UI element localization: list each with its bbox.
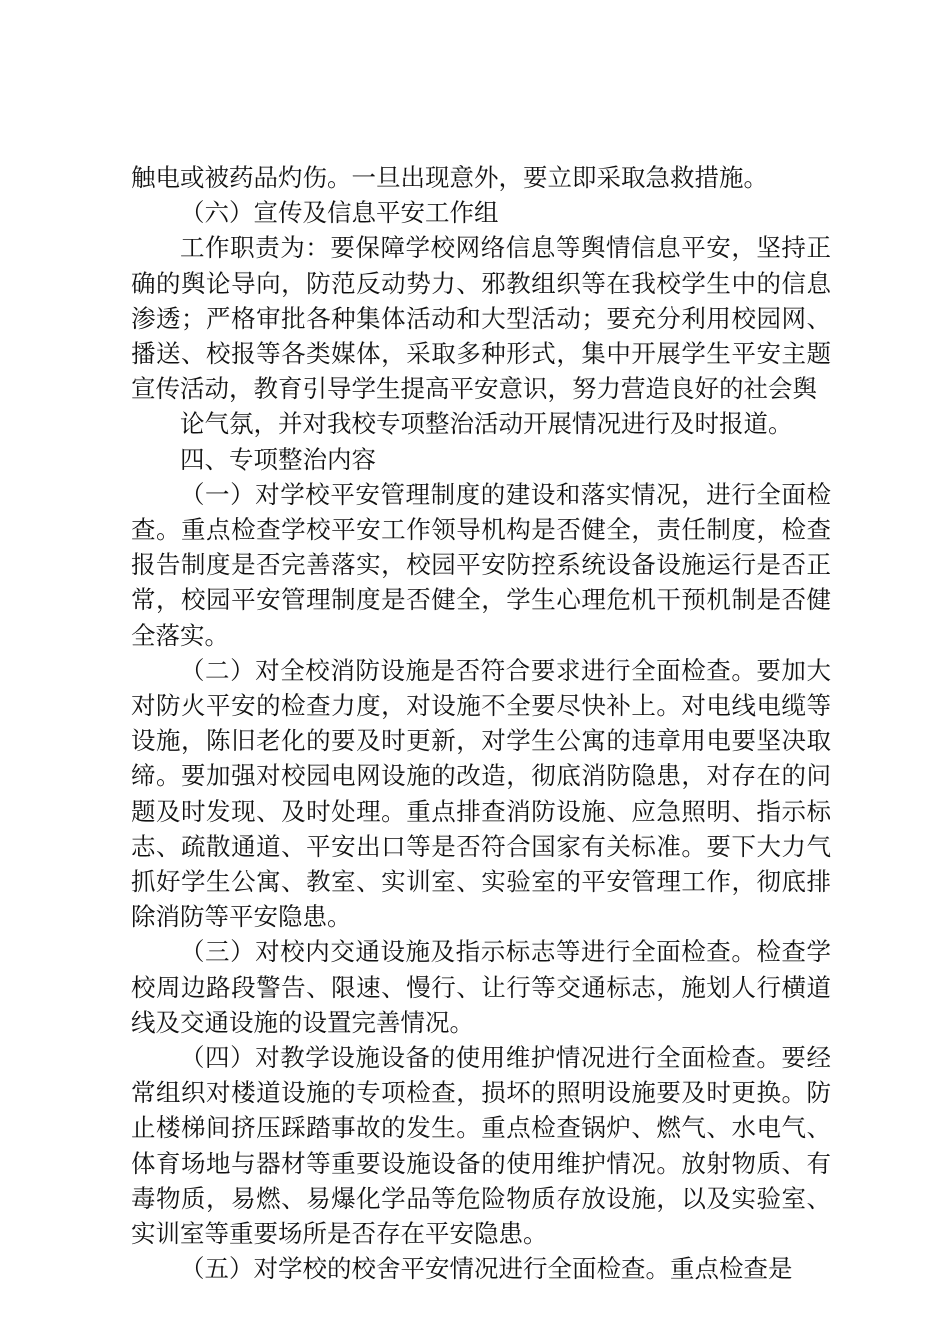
paragraph-item-4: （四）对教学设施设备的使用维护情况进行全面检查。要经常组织对楼道设施的专项检查，损坏的照明设施要及时更换。防止楼梯间挤压踩踏事故的发生。重点检查锅炉、燃气、水电气、体育场地与器材等重要设施设备的使用维护情况。放射物质、有毒物质，易燃、易爆化学品等危险物质存放设施，以及实验室、实训室等重要场所是否存在平安隐患。 — [131, 1043, 831, 1249]
paragraph-item-1: （一）对学校平安管理制度的建设和落实情况，进行全面检查。重点检查学校平安工作领导机构是否健全，责任制度，检查报告制度是否完善落实，校园平安防控系统设备设施运行是否正常，校园平安管理制度是否健全，学生心理危机干预机制是否健全落实。 — [131, 479, 831, 650]
section-heading-publicity: （六）宣传及信息平安工作组 — [180, 198, 499, 228]
section-heading-rectification: 四、专项整治内容 — [180, 444, 376, 474]
paragraph-duties: 工作职责为：要保障学校网络信息等舆情信息平安，坚持正确的舆论导向，防范反动势力、邪教组织等在我校学生中的信息渗透；严格审批各种集体活动和大型活动；要充分利用校园网、播送、校报等各类媒体，采取多种形式，集中开展学生平安主题宣传活动，教育引导学生提高平安意识，努力营造良好的社会舆 — [131, 233, 831, 404]
document-page — [131, 160, 831, 1287]
paragraph-0: 触电或被药品灼伤。一旦出现意外，要立即采取急救措施。 — [131, 163, 768, 192]
paragraph-item-2: （二）对全校消防设施是否符合要求进行全面检查。要加大对防火平安的检查力度，对设施不全要尽快补上。对电线电缆等设施，陈旧老化的要及时更新，对学生公寓的违章用电要坚决取缔。要加强对校园电网设施的改造，彻底消防隐患，对存在的问题及时发现、及时处理。重点排查消防设施、应急照明、指示标志、疏散通道、平安出口等是否符合国家有关标准。要下大力气抓好学生公寓、教室、实训室、实验室的平安管理工作，彻底排除消防等平安隐患。 — [131, 655, 831, 932]
paragraph-duties-cont: 论气氛，并对我校专项整治活动开展情况进行及时报道。 — [180, 409, 793, 439]
paragraph-item-3: （三）对校内交通设施及指示标志等进行全面检查。检查学校周边路段警告、限速、慢行、让行等交通标志，施划人行横道线及交通设施的设置完善情况。 — [131, 937, 831, 1037]
paragraph-item-5: （五）对学校的校舍平安情况进行全面检查。重点检查是 — [180, 1254, 793, 1284]
